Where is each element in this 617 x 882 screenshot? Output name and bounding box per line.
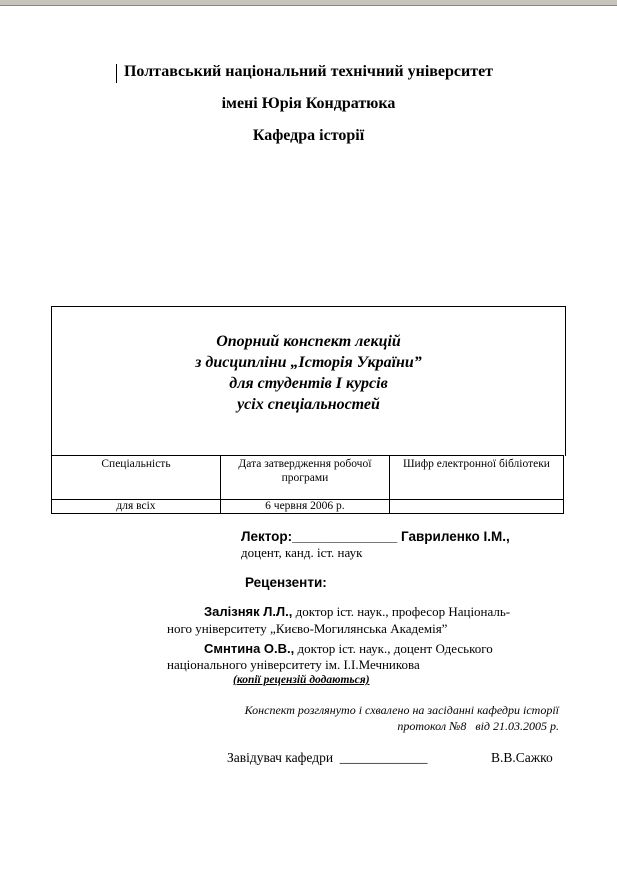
title-line-4: усіх спеціальностей <box>237 396 380 413</box>
reviewer-2-line-1 <box>204 641 493 657</box>
reviews-note: (копії рецензій додаються) <box>233 674 370 686</box>
table-header-row <box>52 456 564 500</box>
signature-label: Завідувач кафедри _____________ <box>227 750 428 765</box>
value-specialty: для всіх <box>52 500 221 514</box>
reviewer-2-line-2: національного університету ім. І.І.Мечникова <box>167 657 420 672</box>
title-line-1: Опорний конспект лекцій <box>216 333 401 350</box>
reviewer-2-name: Смнтина О.В., <box>204 641 295 656</box>
value-approval-date: 6 червня 2006 р. <box>220 500 389 514</box>
info-table <box>51 455 564 514</box>
reviewer-1-line-2: ного університету „Києво-Могилянська Академія” <box>167 621 448 636</box>
reviewer-2-desc: доктор іст. наук., доцент Одеського <box>297 641 493 656</box>
lecturer-position: доцент, канд. іст. наук <box>241 545 363 560</box>
approval-line-1: Конспект розглянуто і схвалено на засіданні кафедри історії <box>244 703 559 717</box>
reviewer-1-line-1 <box>204 604 510 620</box>
reviewer-1-name: Залізняк Л.Л., <box>204 604 293 619</box>
department-name: Кафедра історії <box>252 127 365 144</box>
window-top-border <box>0 0 617 6</box>
lecturer-label: Лектор:______________ Гавриленко І.М., <box>241 529 510 544</box>
header-specialty: Спеціальність <box>52 456 221 500</box>
header-approval-date: Дата затвердження робочої програми <box>220 456 389 500</box>
reviewer-1-desc: доктор іст. наук., професор Національ- <box>295 604 511 619</box>
signature-name: В.В.Сажко <box>491 750 553 765</box>
title-line-3: для студентів І курсів <box>229 375 388 392</box>
university-name: Полтавський національний технічний університет <box>123 63 494 80</box>
named-after: імені Юрія Кондратюка <box>221 95 396 112</box>
reviewers-label: Рецензенти: <box>245 575 327 590</box>
value-library-code <box>389 500 563 514</box>
table-row <box>52 500 564 514</box>
header-library-code: Шифр електронної бібліотеки <box>389 456 563 500</box>
approval-line-2: протокол №8 від 21.03.2005 р. <box>397 719 559 733</box>
title-line-2: з дисципліни „Історія України” <box>195 354 422 371</box>
title-box <box>51 306 566 456</box>
